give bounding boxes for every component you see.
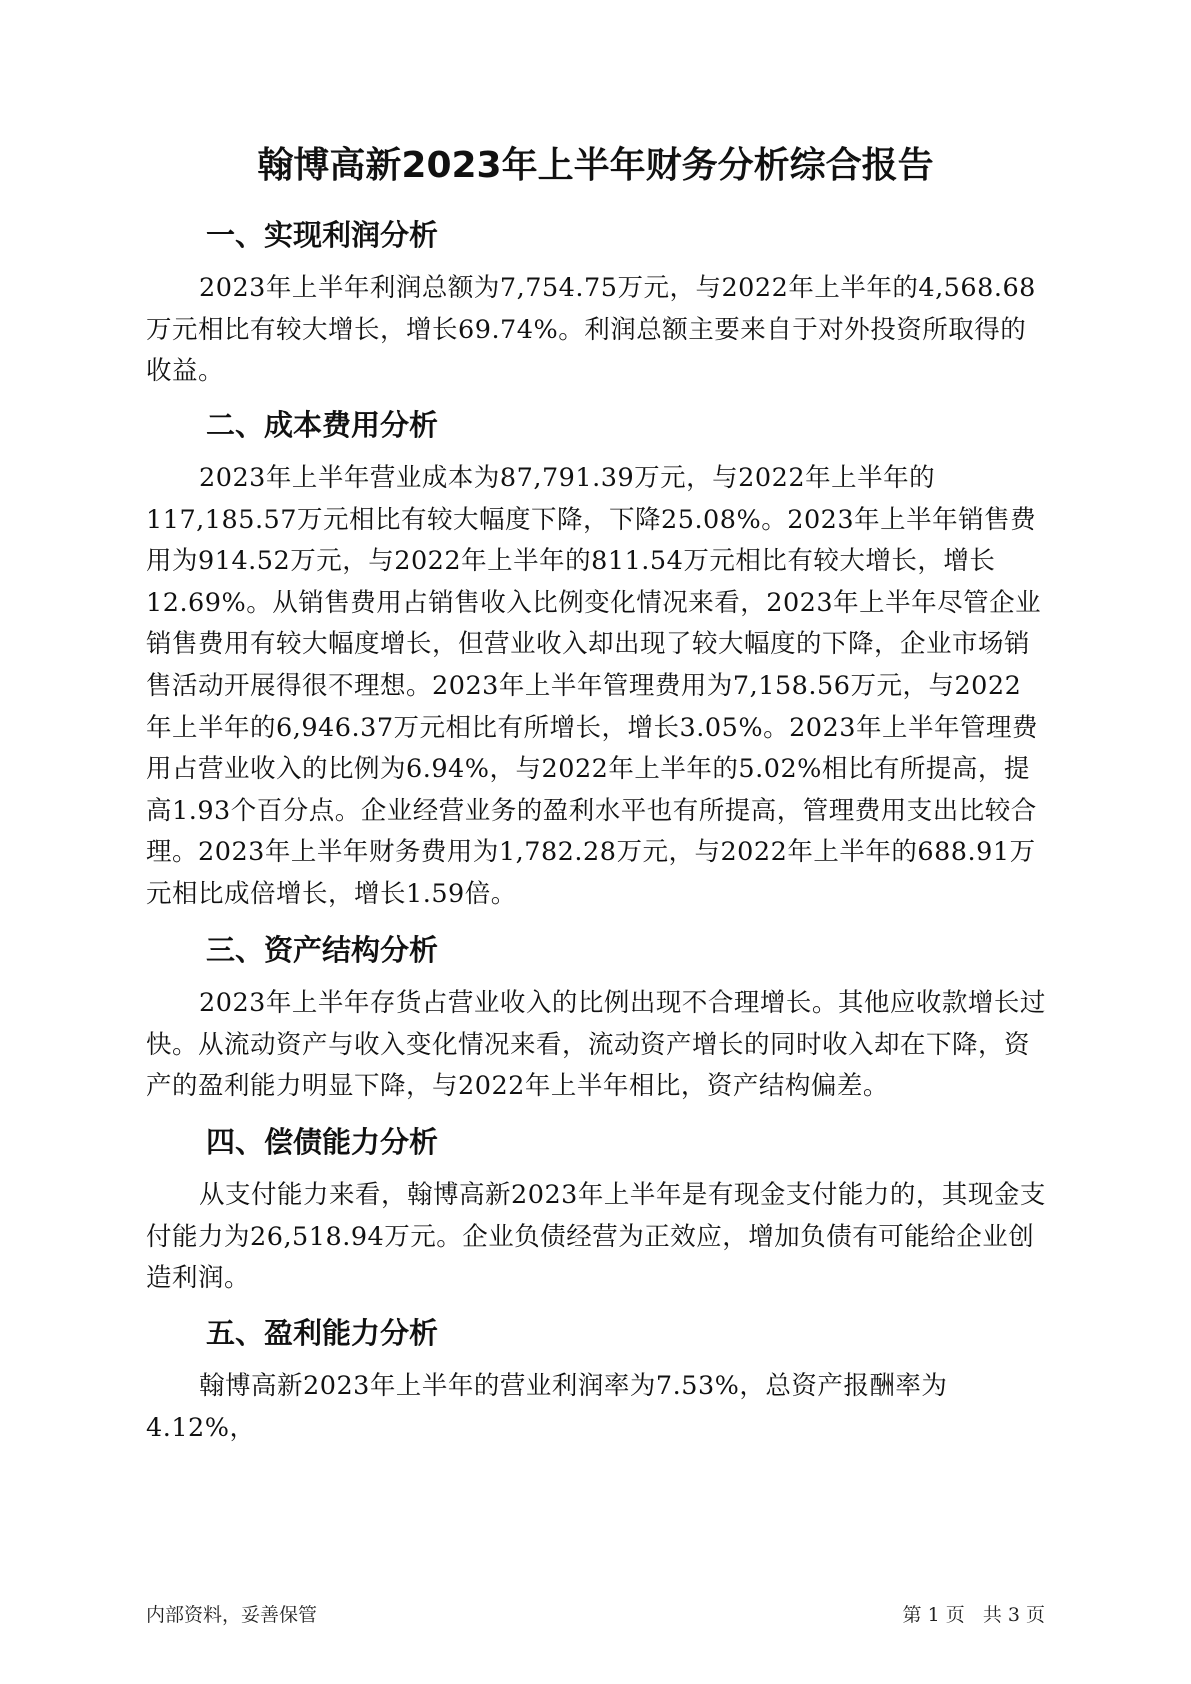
section-heading-cost: 二、成本费用分析 xyxy=(206,408,439,442)
footer-pagination xyxy=(903,1602,1045,1628)
section-text-solvency: 从支付能力来看，翰博高新2023年上半年是有现金支付能力的，其现金支付能力为26,518.94万元。企业负债经营为正效应，增加负债有可能给企业创造利润。 xyxy=(146,1180,1046,1294)
report-title: 翰博高新2023年上半年财务分析综合报告 xyxy=(257,145,934,186)
section-text-assets: 2023年上半年存货占营业收入的比例出现不合理增长。其他应收款增长过快。从流动资产与收入变化情况来看，流动资产增长的同时收入却在下降，资产的盈利能力明显下降，与2022年上半年相比，资产结构偏差。 xyxy=(146,988,1046,1102)
footer-page-number: 第 1 页 xyxy=(902,1604,965,1626)
section-text-profit: 2023年上半年利润总额为7,754.75万元，与2022年上半年的4,568.68万元相比有较大增长，增长69.74%。利润总额主要来自于对外投资所取得的收益。 xyxy=(146,273,1036,387)
section-text-profitability: 翰博高新2023年上半年的营业利润率为7.53%，总资产报酬率为4.12%， xyxy=(146,1371,948,1443)
section-heading-profitability: 五、盈利能力分析 xyxy=(206,1316,439,1350)
section-heading-assets: 三、资产结构分析 xyxy=(206,933,439,967)
footer-page-total: 共 3 页 xyxy=(982,1604,1045,1626)
section-heading-solvency: 四、偿债能力分析 xyxy=(206,1125,439,1159)
section-heading-profit: 一、实现利润分析 xyxy=(206,218,439,252)
footer-confidential-note: 内部资料，妥善保管 xyxy=(146,1604,318,1626)
section-text-cost: 2023年上半年营业成本为87,791.39万元，与2022年上半年的117,185.57万元相比有较大幅度下降，下降25.08%。2023年上半年销售费用为914.52万元，与2022年上半年的811.54万元相比有较大增长，增长12.69%。从销售费用占销售收入比例变化情况来看，2023年上半年尽管企业销售费用有较大幅度增长，但营业收入却出现了较大幅度的下降，企业市场销售活动开展得很不理想。2023年上半年管理费用为7,158.56万元，与2022年上半年的6,946.37万元相比有所增长，增长3.05%。2023年上半年管理费用占营业收入的比例为6.94%，与2022年上半年的5.02%相比有所提高，提高1.93个百分点。企业经营业务的盈利水平也有所提高，管理费用支出比较合理。2023年上半年财务费用为1,782.28万元，与2022年上半年的688.91万元相比成倍增长，增长1.59倍。 xyxy=(146,463,1042,909)
